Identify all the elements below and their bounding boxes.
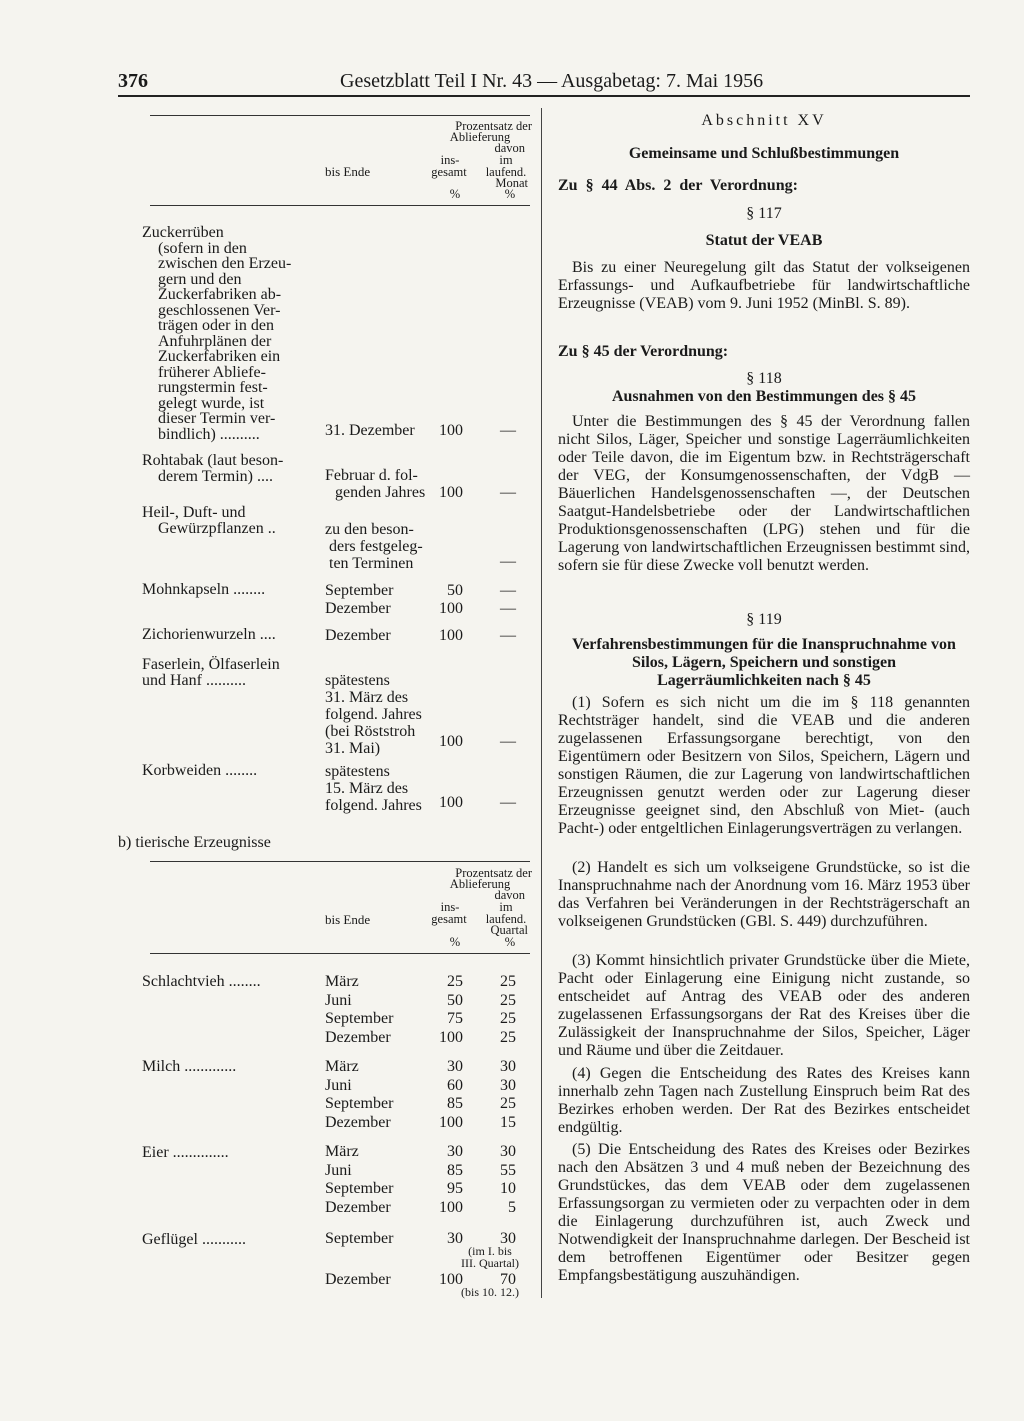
paragraph-118-title: Ausnahmen von den Bestimmungen des § 45 bbox=[611, 388, 917, 405]
table2-group-eier-label: Eier .............. bbox=[142, 1144, 229, 1161]
table2-header-im: im bbox=[499, 900, 513, 914]
table1-header-pct2: % bbox=[504, 187, 516, 201]
table1-row-heil-bis-ende: zu den beson- ders festgeleg- ten Terminen bbox=[325, 521, 423, 572]
table2-group-gefluegel-gesamt-2: 100 bbox=[439, 1271, 463, 1288]
paragraph-119-1: (1) Sofern es sich nicht um die im § 118 genannten Rechtsträger handelt, sind die VEAB und die anderen zugelassenen Erfassungsorgane berechtigt, von den Eigentümern oder Besitzern von Silos, Speichern, Lägern und sonstigen Räumen, die zur Lagerung von landwirtschaftlichen Erzeugnissen genutzt werden oder zur Lagerung dieser Erzeugnisse geeignet sind, den Abschluß von Miet- (auch Pacht-) oder entgeltlichen Einlagerungsverträgen zu verlangen. bbox=[558, 694, 970, 837]
table1-top-rule bbox=[150, 115, 530, 116]
paragraph-117-number: § 117 bbox=[746, 205, 782, 222]
table1-row-korbweiden-gesamt: 100 bbox=[439, 794, 463, 811]
table2-header-quartal: Quartal bbox=[490, 923, 528, 937]
running-title: Gesetzblatt Teil I Nr. 43 — Ausgabetag: 7. Mai 1956 bbox=[340, 70, 764, 92]
table1-row-heil-label: Heil-, Duft- und Gewürzpflanzen .. bbox=[142, 504, 276, 537]
table1-header-im: im bbox=[499, 153, 513, 167]
table1-row-korbweiden-laufend: — bbox=[500, 794, 516, 811]
table1-header-laufend: laufend. bbox=[485, 165, 527, 179]
table1-row-zichorien-label: Zichorienwurzeln .... bbox=[142, 626, 276, 643]
page-number: 376 bbox=[118, 70, 148, 92]
table2-group-schlachtvieh-months: März Juni September Dezember bbox=[325, 973, 394, 1046]
table2-group-gefluegel-note-2: (bis 10. 12.) bbox=[461, 1285, 519, 1299]
table1-row-heil-laufend: — bbox=[500, 553, 516, 570]
paragraph-117-text: Bis zu einer Neuregelung gilt das Statut der volkseigenen Erfassungs- und Aufkaufbetriebe für landwirtschaftliche Erzeugnisse (VEAB) vom 9. Juni 1952 (MinBl. S. 89). bbox=[558, 259, 970, 312]
table1-row-korbweiden-label: Korbweiden ........ bbox=[142, 762, 258, 779]
table2-header-ins: ins- bbox=[440, 900, 460, 914]
zu-45-heading: Zu § 45 der Verordnung: bbox=[558, 343, 729, 360]
table2-group-eier-gesamt: 30 85 95 100 bbox=[439, 1143, 463, 1216]
table1-row-mohnkapseln-gesamt-1: 50 bbox=[447, 582, 463, 599]
table2-group-milch-months: März Juni September Dezember bbox=[325, 1058, 394, 1131]
paragraph-118-text: Unter die Bestimmungen des § 45 der Verordnung fallen nicht Silos, Läger, Speicher und sonstige Lagerräumlichkeiten oder Teile davon, die im Eigentum bzw. in Rechtsträgerschaft der VEG, der Konsumgenossenschaften, der VdgB — Bäuerlichen Handelsgenossenschaften —, der Deutschen Saatgut-Handelsbetriebe oder der Landwirtschaftlichen Produktionsgenossenschaften (LPG) stehen und für die Lagerung von landwirtschaftlichen Erzeugnissen bestimmt sind, sofern sie für diese Zwecke voll benutzt werden. bbox=[558, 413, 970, 574]
table1-row-mohnkapseln-laufend-1: — bbox=[500, 582, 516, 599]
table1-row-zichorien-gesamt: 100 bbox=[439, 627, 463, 644]
table1-row-faserlein-bis-ende: spätestens 31. März des folgend. Jahres (bei Röststroh 31. Mai) bbox=[325, 672, 422, 757]
table1-header-pct1: % bbox=[449, 187, 461, 201]
table2-group-gefluegel-month-1: September bbox=[325, 1230, 394, 1247]
zu-44-heading: Zu § 44 Abs. 2 der Verordnung: bbox=[558, 177, 798, 194]
paragraph-119-5: (5) Die Entscheidung des Rates des Kreises oder Bezirkes nach den Absätzen 3 und 4 muß neben der Bezeichnung des Grundstückes, das dem VEAB oder dem zugelassenen Erfassungsorgan zu vermieten oder zu verpachten oder in dem die Einlagerung durchzuführen ist, auch Zweck und Notwendigkeit der Inanspruchnahme darlegen. Der Bescheid ist dem betroffenen Eigentümer oder Besitzer gegen Empfangsbestätigung auszuhändigen. bbox=[558, 1141, 970, 1284]
table1-header-rule bbox=[150, 205, 530, 206]
table1-header-gesamt: gesamt bbox=[431, 165, 467, 179]
table2-header-davon: davon bbox=[494, 888, 525, 902]
table2-group-gefluegel-label: Geflügel ........... bbox=[142, 1231, 246, 1248]
table1-row-mohnkapseln-label: Mohnkapseln ........ bbox=[142, 581, 266, 598]
table1-header-ablieferung: Ablieferung bbox=[449, 130, 511, 144]
table2-group-gefluegel-note-1: (im I. bis III. Quartal) bbox=[461, 1244, 519, 1270]
table2-group-eier-months: März Juni September Dezember bbox=[325, 1143, 394, 1216]
table2-header-laufend: laufend. bbox=[485, 912, 527, 926]
table2-group-milch-label: Milch ............. bbox=[142, 1058, 237, 1075]
paragraph-117-title: Statut der VEAB bbox=[705, 232, 823, 249]
table2-header-rule bbox=[150, 953, 530, 954]
table1-row-zuckerrueben-bis-ende: 31. Dezember bbox=[325, 422, 415, 439]
table1-row-rohtabak-bis-ende: Februar d. fol- genden Jahres bbox=[325, 467, 426, 501]
table1-row-mohnkapseln-bis-ende-1: September bbox=[325, 582, 394, 599]
paragraph-118-number: § 118 bbox=[746, 370, 782, 387]
table1-row-zuckerrueben-laufend: — bbox=[500, 422, 516, 439]
table1-header-davon: davon bbox=[494, 141, 525, 155]
table2-group-schlachtvieh-gesamt: 25 50 75 100 bbox=[439, 973, 463, 1046]
table1-row-rohtabak-laufend: — bbox=[500, 484, 516, 501]
column-divider bbox=[541, 108, 542, 1298]
section-subtitle: Gemeinsame und Schlußbestimmungen bbox=[628, 145, 900, 162]
table2-group-milch-laufend: 30 30 25 15 bbox=[500, 1058, 516, 1131]
table2-group-eier-laufend: 30 55 10 5 bbox=[500, 1143, 516, 1216]
table1-row-rohtabak-label: Rohtabak (laut beson- derem Termin) .... bbox=[142, 452, 284, 485]
table1-row-korbweiden-bis-ende: spätestens 15. März des folgend. Jahres bbox=[325, 763, 422, 814]
table2-header-ablieferung: Ablieferung bbox=[449, 877, 511, 891]
table1-row-mohnkapseln-gesamt-2: 100 bbox=[439, 600, 463, 617]
table2-header-bis-ende: bis Ende bbox=[325, 912, 371, 927]
table1-row-mohnkapseln-laufend-2: — bbox=[500, 600, 516, 617]
table2-group-gefluegel-laufend-2: 70 bbox=[500, 1271, 516, 1288]
paragraph-119-title: Verfahrensbestimmungen für die Inanspruchnahme von Silos, Lägern, Speichern und sonstigen Lagerräumlichkeiten nach § 45 bbox=[572, 636, 956, 689]
table1-row-faserlein-laufend: — bbox=[500, 733, 516, 750]
paragraph-119-4: (4) Gegen die Entscheidung des Rates des Kreises kann innerhalb zehn Tagen nach Zustellung Einspruch beim Rat des Bezirkes erhoben werden. Der Rat des Bezirkes entscheidet endgültig. bbox=[558, 1065, 970, 1136]
table2-group-schlachtvieh-label: Schlachtvieh ........ bbox=[142, 973, 261, 990]
table1-row-zichorien-laufend: — bbox=[500, 627, 516, 644]
table2-header-pct2: % bbox=[504, 935, 516, 949]
table1-header-monat: Monat bbox=[495, 176, 528, 190]
table2-header-gesamt: gesamt bbox=[431, 912, 467, 926]
header-rule bbox=[118, 95, 970, 97]
table1-row-faserlein-label: Faserlein, Ölfaserlein und Hanf .......... bbox=[142, 656, 280, 689]
table1-row-rohtabak-gesamt: 100 bbox=[439, 484, 463, 501]
table2-group-gefluegel-month-2: Dezember bbox=[325, 1271, 391, 1288]
section-b-heading: b) tierische Erzeugnisse bbox=[118, 834, 271, 851]
table2-header-pct1: % bbox=[449, 935, 461, 949]
table1-header-prozentsatz: Prozentsatz der bbox=[455, 119, 532, 133]
section-title: Abschnitt XV bbox=[701, 112, 827, 129]
table2-group-gefluegel-gesamt-1: 30 bbox=[447, 1230, 463, 1247]
table1-row-zuckerrueben-gesamt: 100 bbox=[439, 422, 463, 439]
paragraph-119-2: (2) Handelt es sich um volkseigene Grundstücke, so ist die Inanspruchnahme nach der Anordnung vom 16. März 1953 über das Verfahren bei Veränderungen in der Rechtsträgerschaft an volkseigenen Grundstücken (GBl. S. 449) durchzuführen. bbox=[558, 859, 970, 930]
table2-header-prozentsatz: Prozentsatz der bbox=[455, 866, 532, 880]
table2-top-rule bbox=[150, 861, 530, 862]
paragraph-119-3: (3) Kommt hinsichtlich privater Grundstücke über die Miete, Pacht oder Einlagerung eine Einigung nicht zustande, so entscheidet auf Antrag des VEAB oder des anderen zugelassenen Erfassungsorgans der Rat des Kreises über die Zulässigkeit der Inanspruchnahme der Silos, Speicher, Läger und Räume und über die Zeitdauer. bbox=[558, 952, 970, 1059]
table1-row-mohnkapseln-bis-ende-2: Dezember bbox=[325, 600, 391, 617]
table1-row-zichorien-bis-ende: Dezember bbox=[325, 627, 391, 644]
table2-group-gefluegel-laufend-1: 30 bbox=[500, 1230, 516, 1247]
table1-header-ins: ins- bbox=[440, 153, 460, 167]
paragraph-119-number: § 119 bbox=[746, 611, 782, 628]
table1-row-zuckerrueben-label: Zuckerrüben (sofern in den zwischen den Erzeu- gern und den Zuckerfabriken ab- geschlossenen Ver- trägen oder in den Anfuhrplänen der Zuckerfabriken ein früherer Abliefe- rungstermin fest- gelegt wurde, ist dieser Termin ver- bindlich) .......... bbox=[142, 224, 292, 443]
table1-row-faserlein-gesamt: 100 bbox=[439, 733, 463, 750]
table2-group-milch-gesamt: 30 60 85 100 bbox=[439, 1058, 463, 1131]
table2-group-schlachtvieh-laufend: 25 25 25 25 bbox=[500, 973, 516, 1046]
table1-header-bis-ende: bis Ende bbox=[325, 164, 371, 179]
